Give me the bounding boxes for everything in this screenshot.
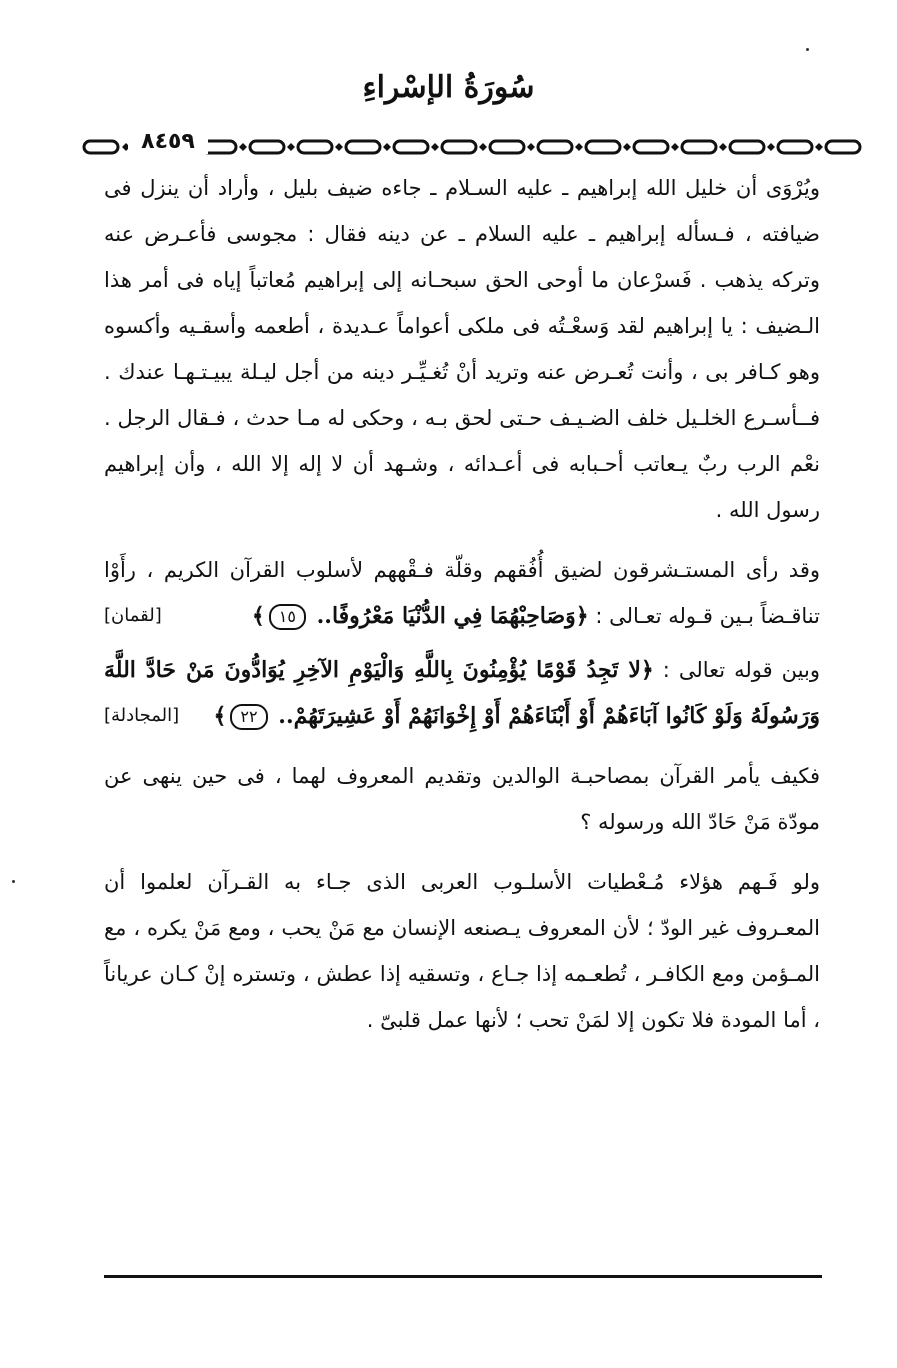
paragraph-story: ويُرْوَى أن خليل الله إبراهيم ـ عليه السـلام ـ جاءه ضيف بليل ، وأراد أن ينزل فى ضيافته ، فـسأله إبراهيم ـ عليه السلام ـ عن دينه فقال : مجوسى فأعـرض عنه وتركه يذهب . فَسرْعان ما أوحى الحق سبحـانه إلى إبراهيم مُعاتباً إياه فى أمر هذا الـضيف : يا إبراهيم لقد وَسعْـتُه فى ملكى أعواماً عـديدة ، أطعمه وأسقـيه وأكسوه وهو كـافر بى ، وأنت تُعـرض عنه وتريد أنْ تُغـيِّـر دينه من أجل ليـلة يبيـتـهـا عندك . فــأسـرع الخلـيل خلف الضـيـف حـتى لحق بـه ، وحكى له مـا حدث ، فـقال الرجل . نعْم الرب ربٌ يـعاتب أحـبابه فى أعـدائه ، وشـهد أن لا إله إلا الله ، وأن إبراهيم رسول الله . (104, 176, 820, 522)
scan-speck (806, 48, 809, 51)
surah-title: سُورَةُ الإسْراءِ (362, 70, 535, 105)
verse-close-bracket: ﴾ (251, 603, 265, 629)
page-number: ٨٤٥٩ (128, 129, 208, 154)
surah-reference-luqman: [لقمان] (104, 605, 162, 626)
scan-speck (12, 880, 15, 883)
paragraph-second-verse (104, 647, 820, 739)
page-body (104, 165, 820, 1043)
verse-mujadila: ﴿لا تَجِدُ قَوْمًا يُؤْمِنُونَ بِاللَّهِ وَالْيَوْمِ الآخِرِ يُوَادُّونَ مَنْ حَادَّ اللَّهَ وَرَسُولَهُ وَلَوْ كَانُوا آبَاءَهُمْ أَوْ أَبْنَاءَهُمْ أَوْ إِخْوَانَهُمْ أَوْ عَشِيرَتَهُمْ.. (104, 657, 820, 729)
verse-number-badge: ١٥ (269, 604, 306, 630)
verse-luqman: ﴿وَصَاحِبْهُمَا فِي الدُّنْيَا مَعْرُوفًا.. (316, 603, 589, 629)
footer-rule (104, 1275, 822, 1278)
paragraph-orientalists (104, 547, 820, 639)
verse-close-bracket: ﴾ (213, 703, 227, 729)
second-verse-intro: وبين قوله تعالى : (662, 658, 820, 682)
verse-number-badge: ٢٢ (230, 704, 267, 730)
ornamental-border (82, 129, 862, 160)
paragraph-intro: وقد رأى المستـشرقون لضيق أُفُقهم وقلّة فـقْههم لأسلوب القرآن الكريم ، رأَوْا تناقـضاً بـين قـوله تعـالى : (104, 558, 820, 628)
surah-reference-mujadila: [المجادلة] (104, 705, 180, 726)
paragraph-answer: ولو فَـهم هؤلاء مُـعْطيات الأسلـوب العربى الذى جـاء به القـرآن لعلموا أن المعـروف غير الودّ ؛ لأن المعروف يـصنعه الإنسان مع مَنْ يحب ، ومع مَنْ يكره ، مع المـؤمن ومع الكافـر ، تُطعـمه إذا جـاع ، وتسقيه إذا عطش ، وتستره إنْ كـان عرياناً ، أما المودة فلا تكون إلا لمَنْ تحب ؛ لأنها عمل قلبىّ . (104, 870, 820, 1032)
paragraph-question: فكيف يأمر القرآن بمصاحبـة الوالدين وتقديم المعروف لهما ، فى حين ينهى عن مودّة مَنْ حَادّ الله ورسوله ؟ (104, 764, 820, 834)
